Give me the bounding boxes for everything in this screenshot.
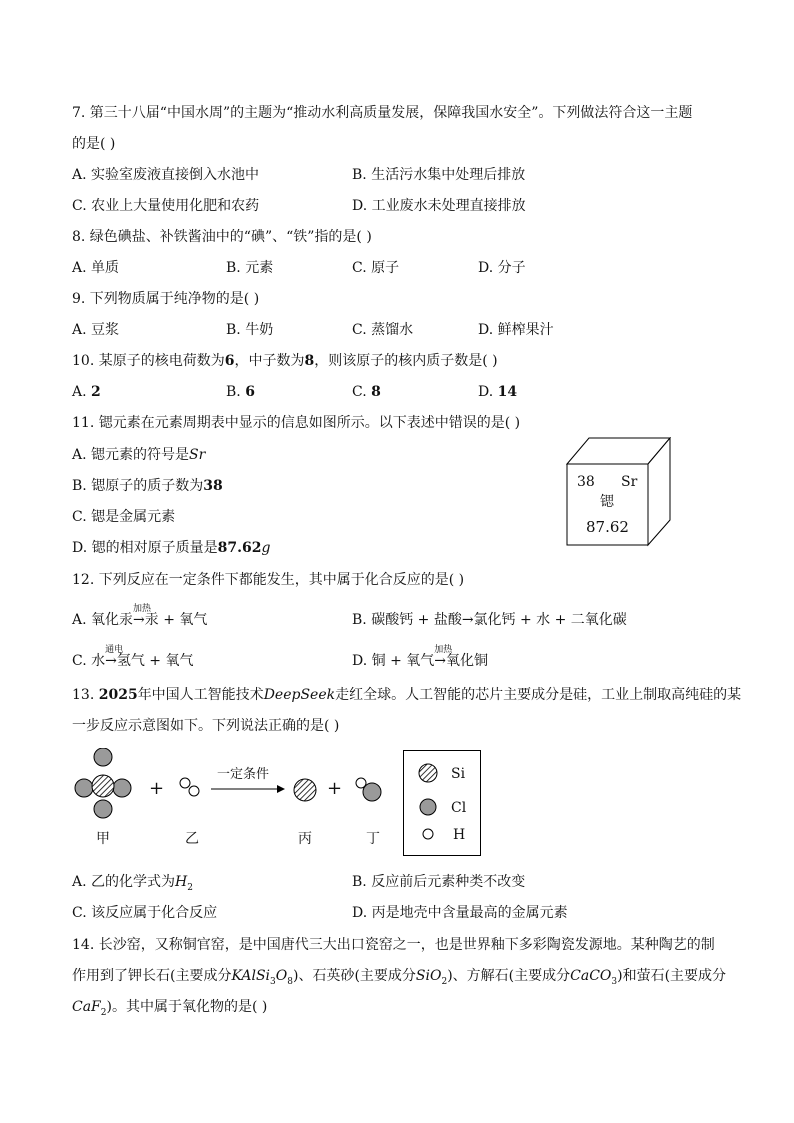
q8-stem: 8. 绿色碘盐、补铁酱油中的“碘”、“铁”指的是( ) <box>72 229 372 245</box>
q11-option-c: C. 锶是金属元素 <box>72 509 176 525</box>
q12-c-condition: 通电 <box>105 645 124 655</box>
legend-cl: Cl <box>451 800 467 816</box>
molecule-jia <box>75 748 131 818</box>
q7-stem-line2: 的是( ) <box>72 136 116 152</box>
reaction-arrowhead <box>277 785 285 793</box>
molecule-yi <box>180 778 199 796</box>
legend-markers <box>412 756 452 856</box>
label-ding: 丁 <box>366 831 380 847</box>
q11-option-a: A. 锶元素的符号是Sr <box>72 447 206 463</box>
q8-option-d: D. 分子 <box>478 260 526 276</box>
q7-option-c: C. 农业上大量使用化肥和农药 <box>72 198 260 214</box>
q11-option-d: D. 锶的相对原子质量是87.62g <box>72 540 271 556</box>
element-card-strontium <box>566 437 672 547</box>
legend-si: Si <box>451 766 466 782</box>
molecule-ding <box>356 778 381 801</box>
plus-sign-2: + <box>327 778 343 799</box>
q7-stem-line1: 7. 第三十八届“中国水周”的主题为“推动水利高质量发展，保障我国水安全”。下列做法符合这一主题 <box>72 105 693 121</box>
q9-option-d: D. 鲜榨果汁 <box>478 322 554 338</box>
q14-stem-line3: CaF$_2$)。其中属于氧化物的是( ) <box>72 999 268 1018</box>
q9-option-c: C. 蒸馏水 <box>352 322 414 338</box>
q8-option-a: A. 单质 <box>72 260 120 276</box>
q14-stem-line2: 作用到了钾长石(主要成分$KAlSi_3O_8$)、石英砂(主要成分SiO$_2$)、方解石(主要成分CaCO$_3$)和萤石(主要成分 <box>72 968 727 987</box>
molecule-bing <box>294 779 316 801</box>
label-yi: 乙 <box>185 831 199 847</box>
q12-option-b: B. 碳酸钙 + 盐酸→氯化钙 + 水 + 二氧化碳 <box>352 612 627 628</box>
q10-option-b: B. 6 <box>226 384 255 400</box>
q10-option-a: A. 2 <box>72 384 101 400</box>
q7-option-d: D. 工业废水未处理直接排放 <box>352 198 526 214</box>
q10-stem: 10. 某原子的核电荷数为6，中子数为8，则该原子的核内质子数是( ) <box>72 353 498 369</box>
q12-option-c: C. 水 通电 →氢气 + 氧气 <box>72 652 194 670</box>
q10-option-d: D. 14 <box>478 384 518 400</box>
q12-d-condition: 加热 <box>434 645 453 655</box>
q13-stem-line2: 一步反应示意图如下。下列说法正确的是( ) <box>72 718 340 734</box>
q8-option-b: B. 元素 <box>226 260 274 276</box>
q10-option-c: C. 8 <box>352 384 381 400</box>
element-atomic-mass: 87.62 <box>586 518 629 536</box>
q7-option-a: A. 实验室废液直接倒入水池中 <box>72 167 260 183</box>
element-symbol: Sr <box>621 474 638 490</box>
q13-option-c: C. 该反应属于化合反应 <box>72 905 218 921</box>
q8-option-c: C. 原子 <box>352 260 400 276</box>
q13-option-d: D. 丙是地壳中含量最高的金属元素 <box>352 905 568 921</box>
q9-stem: 9. 下列物质属于纯净物的是( ) <box>72 291 260 307</box>
q14-stem-line1: 14. 长沙窑，又称铜官窑，是中国唐代三大出口瓷窑之一，也是世界釉下多彩陶瓷发源地。某种陶艺的制 <box>72 937 715 953</box>
q9-option-a: A. 豆浆 <box>72 322 120 338</box>
q11-option-b: B. 锶原子的质子数为38 <box>72 478 223 494</box>
q13-option-a: A. 乙的化学式为$H_2$ <box>72 874 193 893</box>
q11-stem: 11. 锶元素在元素周期表中显示的信息如图所示。以下表述中错误的是( ) <box>72 415 521 431</box>
q12-stem: 12. 下列反应在一定条件下都能发生，其中属于化合反应的是( ) <box>72 572 465 588</box>
q12-option-a: A. 氧化汞 加热 →汞 + 氧气 <box>72 611 207 629</box>
legend-h: H <box>453 827 466 843</box>
element-atomic-number: 38 <box>577 474 595 490</box>
reaction-condition: 一定条件 <box>217 767 270 782</box>
label-jia: 甲 <box>96 831 110 847</box>
plus-sign-1: + <box>149 778 165 799</box>
element-name: 锶 <box>600 494 614 510</box>
label-bing: 丙 <box>298 831 312 847</box>
q7-option-b: B. 生活污水集中处理后排放 <box>352 167 526 183</box>
q12-a-condition: 加热 <box>133 604 152 614</box>
q13-stem-line1: 13. 2025年中国人工智能技术DeepSeek走红全球。人工智能的芯片主要成分是硅，工业上制取高纯硅的某 <box>72 687 742 703</box>
q12-option-d: D. 铜 + 氧气 加热 →氧化铜 <box>352 652 488 670</box>
q9-option-b: B. 牛奶 <box>226 322 274 338</box>
q13-option-b: B. 反应前后元素种类不改变 <box>352 874 526 890</box>
